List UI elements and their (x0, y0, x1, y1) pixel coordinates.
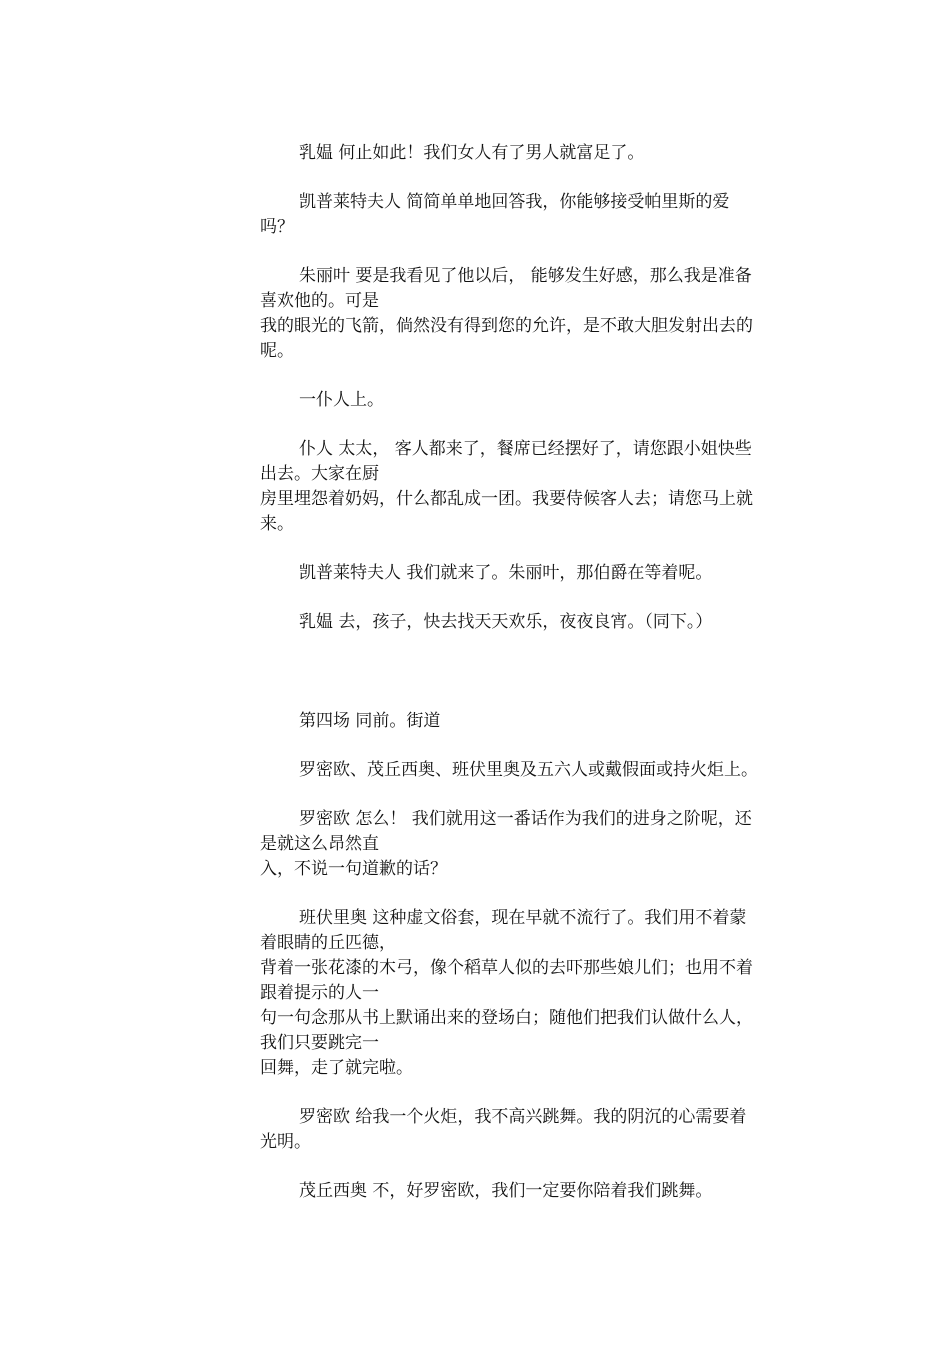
text-line: 跟着提示的人一 (260, 983, 379, 1003)
dialogue-paragraph (260, 1179, 820, 1204)
text-line: 着眼睛的丘匹德， (260, 933, 396, 953)
dialogue-paragraph (260, 561, 820, 586)
dialogue-paragraph (260, 437, 820, 537)
dialogue-paragraph (260, 807, 820, 882)
text-line: 罗密欧、茂丘西奥、班伏里奥及五六人或戴假面或持火炬上。 (299, 760, 758, 780)
text-line: 凯普莱特夫人 我们就来了。朱丽叶，那伯爵在等着呢。 (299, 563, 713, 583)
dialogue-paragraph (260, 610, 820, 635)
text-line: 罗密欧 怎么！ 我们就用这一番话作为我们的进身之阶呢，还 (299, 809, 752, 829)
script-text (260, 141, 820, 1228)
dialogue-paragraph (260, 1105, 820, 1155)
text-line: 班伏里奥 这种虚文俗套，现在早就不流行了。我们用不着蒙 (299, 908, 747, 928)
text-line: 乳媪 何止如此！我们女人有了男人就富足了。 (299, 143, 645, 163)
text-line: 吗？ (260, 217, 294, 237)
text-line: 出去。大家在厨 (260, 464, 379, 484)
text-line: 来。 (260, 514, 294, 534)
text-line: 乳媪 去，孩子，快去找天天欢乐，夜夜良宵。（同下。） (299, 612, 713, 632)
dialogue-paragraph (260, 758, 820, 783)
text-line: 第四场 同前。街道 (299, 711, 441, 731)
text-line: 喜欢他的。可是 (260, 291, 379, 311)
text-line: 我们只要跳完一 (260, 1033, 379, 1053)
dialogue-paragraph (260, 190, 820, 240)
text-line: 入，不说一句道歉的话？ (260, 859, 447, 879)
text-line: 我的眼光的飞箭，倘然没有得到您的允许，是不敢大胆发射出去的 (260, 316, 753, 336)
text-line: 一仆人上。 (299, 390, 384, 410)
text-line: 仆人 太太， 客人都来了，餐席已经摆好了，请您跟小姐快些 (299, 439, 752, 459)
text-line: 回舞，走了就完啦。 (260, 1058, 413, 1078)
scene-break (260, 659, 820, 709)
text-line: 茂丘西奥 不，好罗密欧，我们一定要你陪着我们跳舞。 (299, 1181, 713, 1201)
scene-heading (260, 709, 820, 734)
text-line: 罗密欧 给我一个火炬，我不高兴跳舞。我的阴沉的心需要着 (299, 1107, 747, 1127)
text-line: 呢。 (260, 341, 294, 361)
text-line: 是就这么昂然直 (260, 834, 379, 854)
dialogue-paragraph (260, 141, 820, 166)
text-line: 背着一张花漆的木弓，像个稻草人似的去吓那些娘儿们；也用不着 (260, 958, 753, 978)
text-line: 朱丽叶 要是我看见了他以后， 能够发生好感，那么我是准备 (299, 266, 752, 286)
text-line: 凯普莱特夫人 简简单单地回答我，你能够接受帕里斯的爱 (299, 192, 730, 212)
dialogue-paragraph (260, 264, 820, 364)
text-line: 光明。 (260, 1132, 311, 1152)
dialogue-paragraph (260, 388, 820, 413)
dialogue-paragraph (260, 906, 820, 1081)
text-line: 句一句念那从书上默诵出来的登场白；随他们把我们认做什么人， (260, 1008, 753, 1028)
text-line: 房里埋怨着奶妈，什么都乱成一团。我要侍候客人去；请您马上就 (260, 489, 753, 509)
